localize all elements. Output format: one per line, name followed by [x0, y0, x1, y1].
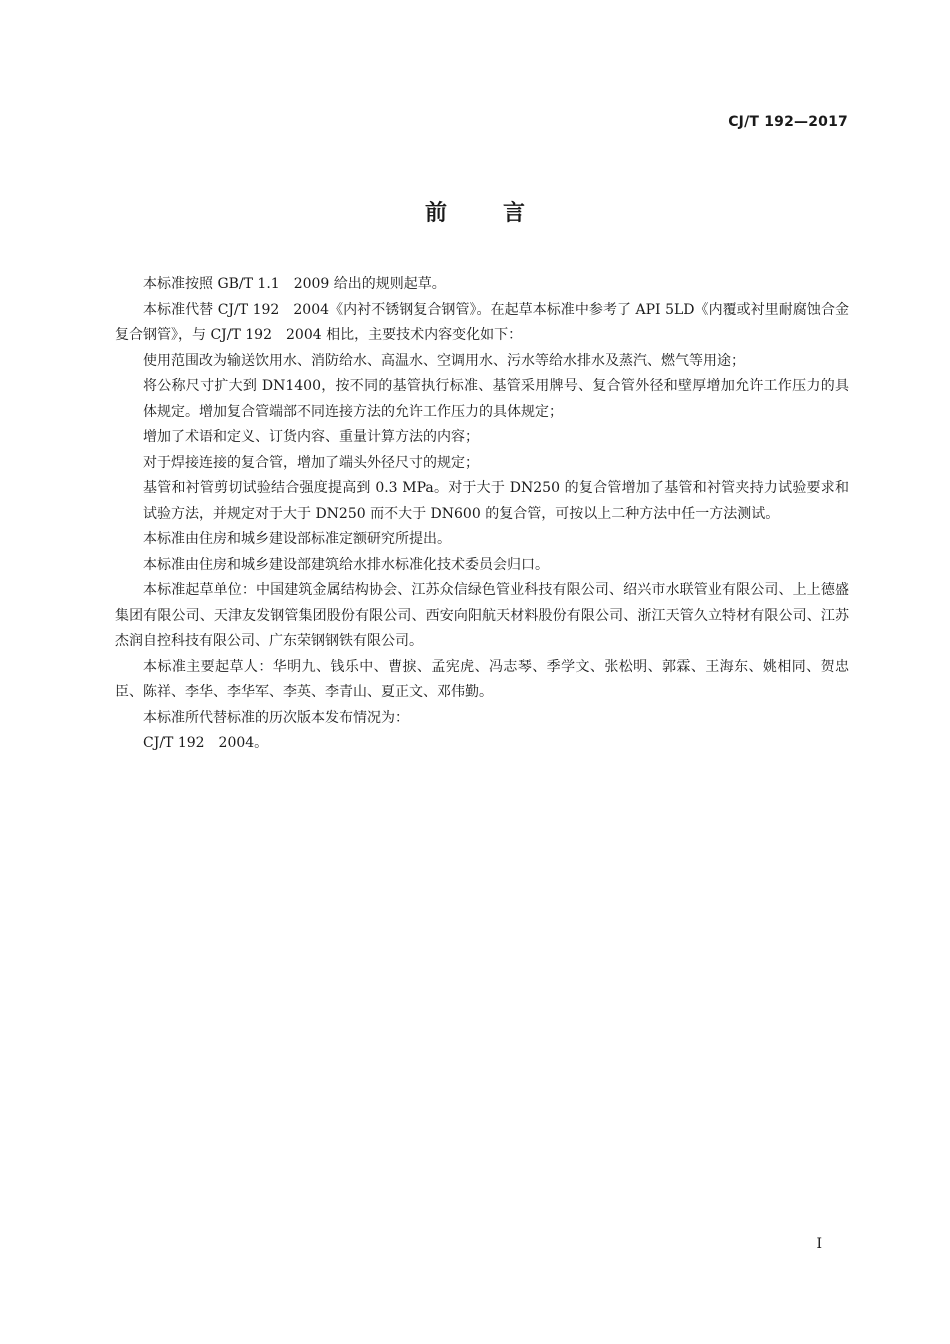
paragraph-proposed-by: 本标准由住房和城乡建设部标准定额研究所提出。	[143, 531, 451, 547]
page-number: Ⅰ	[816, 1236, 822, 1252]
paragraph-drafting-units: 本标准起草单位：中国建筑金属结构协会、江苏众信绿色管业科技有限公司、绍兴市水联管业有限公司、上上德盛集团有限公司、天津友发钢管集团股份有限公司、西安向阳航天材料股份有限公司、浙江天管久立特材有限公司、江苏杰润自控科技有限公司、广东荣钢钢铁有限公司。	[115, 582, 849, 649]
paragraph-drafters: 本标准主要起草人：华明九、钱乐中、曹捩、孟宪虎、冯志琴、季学文、张松明、郭霖、王海东、姚相同、贺忠臣、陈祥、李华、李华军、李英、李青山、夏正文、邓伟勤。	[115, 658, 849, 700]
change-item-terms: 增加了术语和定义、订货内容、重量计算方法的内容；	[143, 429, 479, 445]
previous-version-item: CJ/T 192 2004。	[143, 735, 269, 751]
standard-code: CJ/T 192—2017	[728, 114, 848, 130]
change-item-size: 将公称尺寸扩大到 DN1400，按不同的基管执行标准、基管采用牌号、复合管外径和壁厚增加允许工作压力的具体规定。增加复合管端部不同连接方法的允许工作压力的具体规定；	[143, 378, 849, 420]
change-item-welding: 对于焊接连接的复合管，增加了端头外径尺寸的规定；	[143, 454, 479, 471]
change-item-shear-test: 基管和衬管剪切试验结合强度提高到 0.3 MPa。对于大于 DN250 的复合管增加了基管和衬管夹持力试验要求和试验方法，并规定对于大于 DN250 而不大于 DN600 的复合管，可按以上二种方法中任一方法测试。	[143, 480, 849, 522]
change-item-scope: 使用范围改为输送饮用水、消防给水、高温水、空调用水、污水等给水排水及蒸汽、燃气等用途；	[143, 352, 745, 369]
paragraph-drafting-rules: 本标准按照 GB/T 1.1 2009 给出的规则起草。	[143, 276, 446, 292]
paragraph-replacement: 本标准代替 CJ/T 192 2004《内衬不锈钢复合钢管》。在起草本标准中参考了 API 5LD《内覆或衬里耐腐蚀合金复合钢管》，与 CJ/T 192 2004 相比，主要技术内容变化如下：	[115, 301, 849, 343]
document-body	[115, 272, 849, 757]
paragraph-previous-versions: 本标准所代替标准的历次版本发布情况为：	[143, 709, 409, 726]
page-title: 前言	[424, 201, 581, 226]
paragraph-centralized-by: 本标准由住房和城乡建设部建筑给水排水标准化技术委员会归口。	[143, 556, 549, 573]
